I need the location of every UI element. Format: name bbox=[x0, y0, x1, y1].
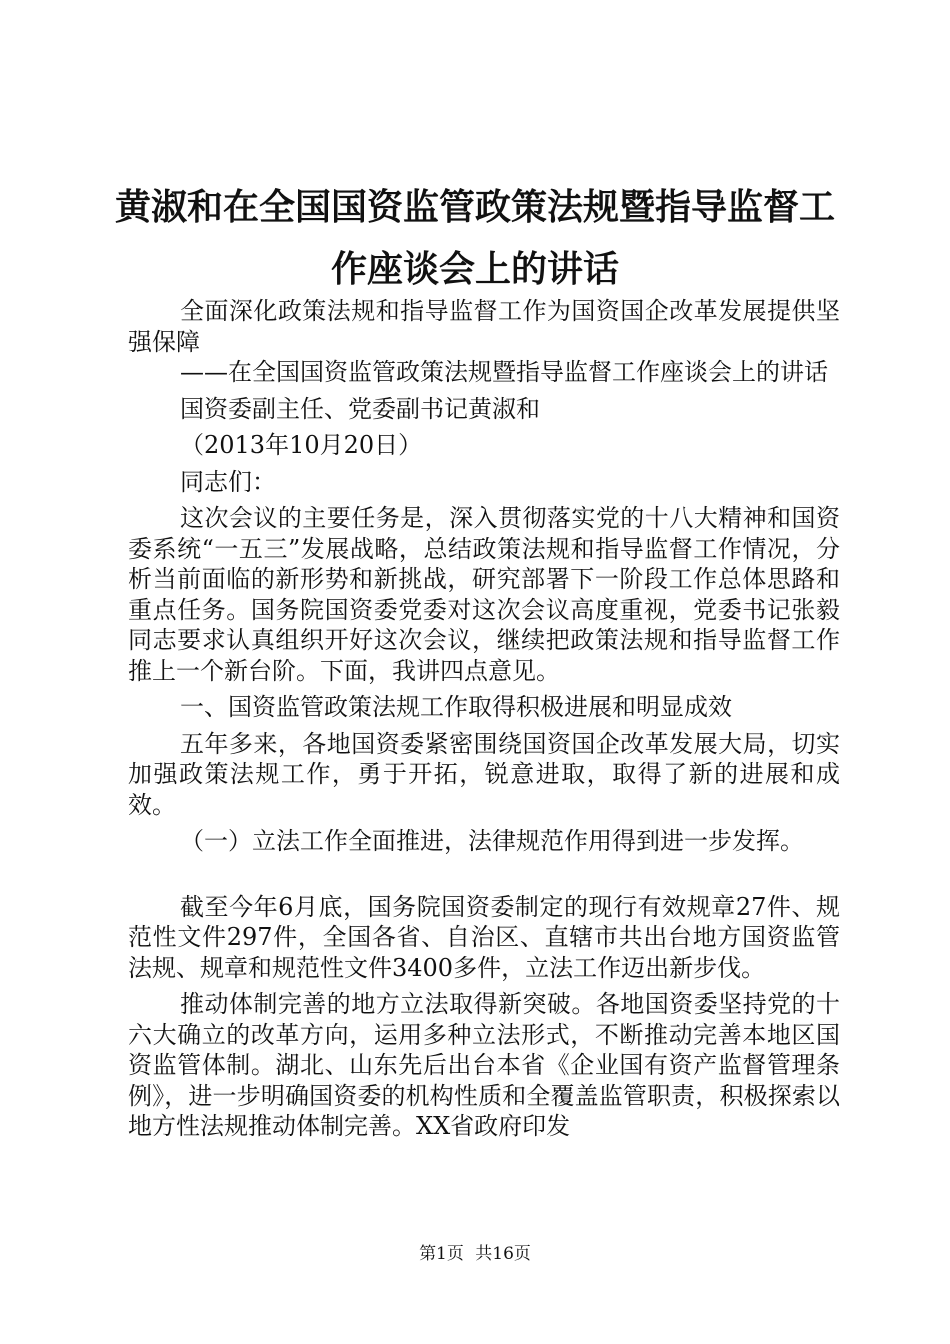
paragraph-speaker: 国资委副主任、党委副书记黄淑和 bbox=[180, 394, 540, 423]
paragraph-overview: 五年多来，各地国资委紧密围绕国资国企改革发展大局，切实加强政策法规工作，勇于开拓，锐意进取，取得了新的进展和成效。 bbox=[128, 729, 840, 819]
paragraph-date: （2013年10月20日） bbox=[180, 431, 423, 459]
paragraph-greeting: 同志们： bbox=[180, 467, 276, 496]
paragraph-subtitle-dash: ——在全国国资监管政策法规暨指导监督工作座谈会上的讲话 bbox=[180, 358, 828, 386]
paragraph-subsection-heading: （一）立法工作全面推进，法律规范作用得到进一步发挥。 bbox=[180, 827, 804, 855]
page-number: 第1页 bbox=[419, 1244, 464, 1264]
paragraph-subtitle: 全面深化政策法规和指导监督工作为国资国企改革发展提供坚强保障 bbox=[128, 297, 840, 356]
paragraph-section-heading: 一、国资监管政策法规工作取得积极进展和明显成效 bbox=[180, 693, 732, 721]
page-footer bbox=[0, 1244, 950, 1264]
document-body bbox=[128, 296, 840, 1142]
document-title-line-1: 黄淑和在全国国资监管政策法规暨指导监督工 bbox=[114, 187, 835, 228]
page-total: 共16页 bbox=[475, 1244, 531, 1264]
paragraph-legislation-stats: 截至今年6月底，国务院国资委制定的现行有效规章27件、规范性文件297件，全国各省、自治区、直辖市共出台地方国资监管法规、规章和规范性文件3400多件，立法工作迈出新步伐。 bbox=[128, 892, 840, 982]
paragraph-intro: 这次会议的主要任务是，深入贯彻落实党的十八大精神和国资委系统“一五三”发展战略，总结政策法规和指导监督工作情况，分析当前面临的新形势和新挑战，研究部署下一阶段工作总体思路和重点任务。国务院国资委党委对这次会议高度重视，党委书记张毅同志要求认真组织开好这次会议，继续把政策法规和指导监督工作推上一个新台阶。下面，我讲四点意见。 bbox=[128, 504, 840, 685]
paragraph-local-legislation: 推动体制完善的地方立法取得新突破。各地国资委坚持党的十六大确立的改革方向，运用多种立法形式，不断推动完善本地区国资监管体制。湖北、山东先后出台本省《企业国有资产监督管理条例》，进一步明确国资委的机构性质和全覆盖监管职责，积极探索以地方性法规推动体制完善。XX省政府印发 bbox=[128, 990, 840, 1140]
document-title-line-2: 作座谈会上的讲话 bbox=[330, 249, 619, 290]
